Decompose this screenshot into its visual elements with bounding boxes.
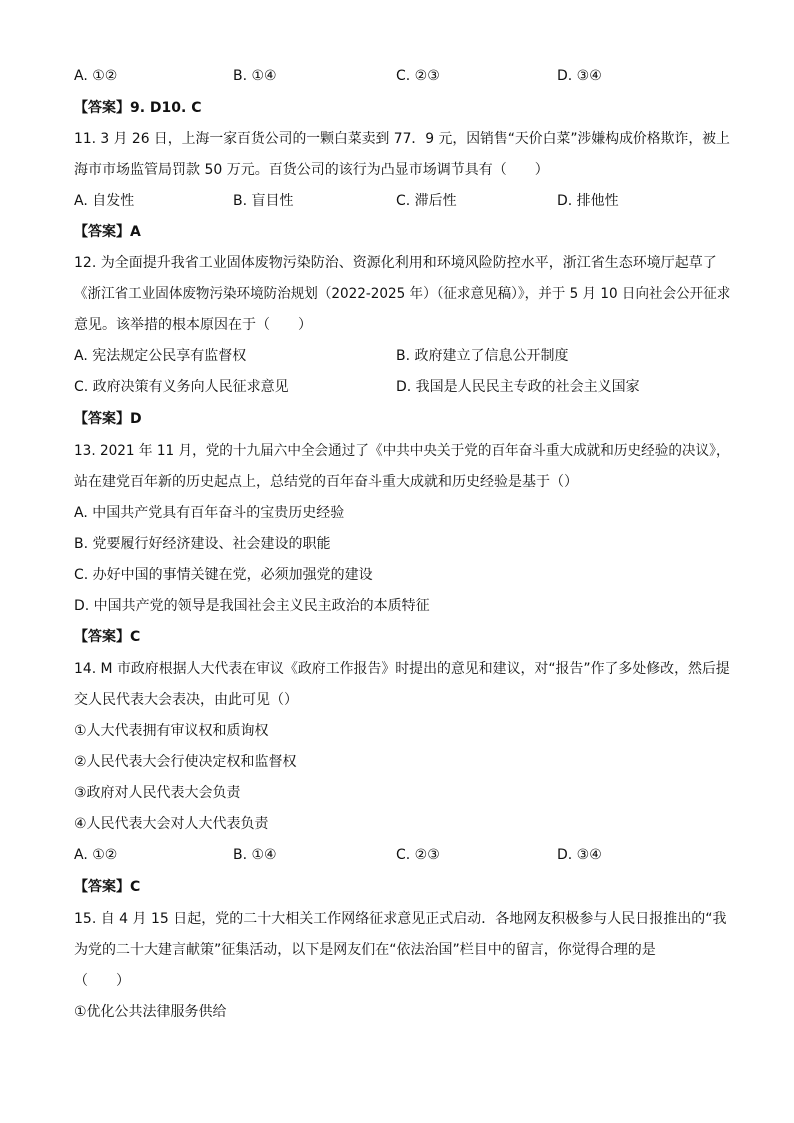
q14-option-d: D. ③④: [557, 847, 602, 863]
q15-item-1: ①优化公共法律服务供给: [74, 1004, 227, 1020]
q15-stem-line1: 15. 自 4 月 15 日起，党的二十大相关工作网络征求意见正式启动．各地网友积极参与人民日报推出的“我: [74, 911, 727, 927]
q14-item-3: ③政府对人民代表大会负责: [74, 785, 241, 801]
q11-option-b: B. 盲目性: [233, 193, 294, 209]
q12-stem-line3: 意见。该举措的根本原因在于（ ）: [74, 317, 312, 333]
q15-stem-line3: （ ）: [74, 973, 130, 989]
q13-option-a: A. 中国共产党具有百年奋斗的宝贵历史经验: [74, 505, 345, 521]
q10-option-a: A. ①②: [74, 68, 118, 84]
q13-option-c: C. 办好中国的事情关键在党，必须加强党的建设: [74, 567, 373, 583]
q13-stem-line2: 站在建党百年新的历史起点上，总结党的百年奋斗重大成就和历史经验是基于（）: [74, 474, 578, 490]
q14-stem-line1: 14. M 市政府根据人大代表在审议《政府工作报告》时提出的意见和建议，对“报告”作了多处修改，然后提: [74, 661, 730, 677]
q11-stem-line1: 11. 3 月 26 日，上海一家百货公司的一颗白菜卖到 77．9 元，因销售“天价白菜”涉嫌构成价格欺诈，被上: [74, 131, 730, 147]
q12-stem-line1: 12. 为全面提升我省工业固体废物污染防治、资源化利用和环境风险防控水平，浙江省生态环境厅起草了: [74, 255, 717, 271]
q14-option-a: A. ①②: [74, 847, 118, 863]
q14-option-c: C. ②③: [396, 847, 440, 863]
q12-option-a: A. 宪法规定公民享有监督权: [74, 348, 247, 364]
q12-option-b: B. 政府建立了信息公开制度: [396, 348, 569, 364]
q10-option-c: C. ②③: [396, 68, 440, 84]
q14-stem-line2: 交人民代表大会表决，由此可见（）: [74, 692, 298, 708]
q10-option-b: B. ①④: [233, 68, 277, 84]
q14-item-1: ①人大代表拥有审议权和质询权: [74, 723, 269, 739]
q13-option-b: B. 党要履行好经济建设、社会建设的职能: [74, 536, 331, 552]
q11-option-c: C. 滞后性: [396, 193, 457, 209]
q15-stem-line2: 为党的二十大建言献策”征集活动，以下是网友们在“依法治国”栏目中的留言，你觉得合理的是: [74, 942, 656, 958]
q14-item-2: ②人民代表大会行使决定权和监督权: [74, 754, 297, 770]
q13-stem-line1: 13. 2021 年 11 月，党的十九届六中全会通过了《中共中央关于党的百年奋斗重大成就和历史经验的决议》，: [74, 443, 730, 459]
q11-option-d: D. 排他性: [557, 193, 619, 209]
q12-option-d: D. 我国是人民民主专政的社会主义国家: [396, 379, 640, 395]
q14-option-b: B. ①④: [233, 847, 277, 863]
answer-9-10: 【答案】9. D10. C: [74, 100, 202, 116]
q14-item-4: ④人民代表大会对人大代表负责: [74, 816, 269, 832]
q12-stem-line2: 《浙江省工业固体废物污染环境防治规划（2022-2025 年）（征求意见稿）》，并于 5 月 10 日向社会公开征求: [74, 286, 731, 302]
q13-option-d: D. 中国共产党的领导是我国社会主义民主政治的本质特征: [74, 598, 430, 614]
q12-option-c: C. 政府决策有义务向人民征求意见: [74, 379, 289, 395]
q10-option-d: D. ③④: [557, 68, 602, 84]
q11-answer: 【答案】A: [74, 224, 141, 240]
q12-answer: 【答案】D: [74, 411, 142, 427]
q13-answer: 【答案】C: [74, 629, 141, 645]
q11-option-a: A. 自发性: [74, 193, 135, 209]
q11-stem-line2: 海市市场监管局罚款 50 万元。百货公司的该行为凸显市场调节具有（ ）: [74, 162, 549, 178]
q14-answer: 【答案】C: [74, 879, 141, 895]
